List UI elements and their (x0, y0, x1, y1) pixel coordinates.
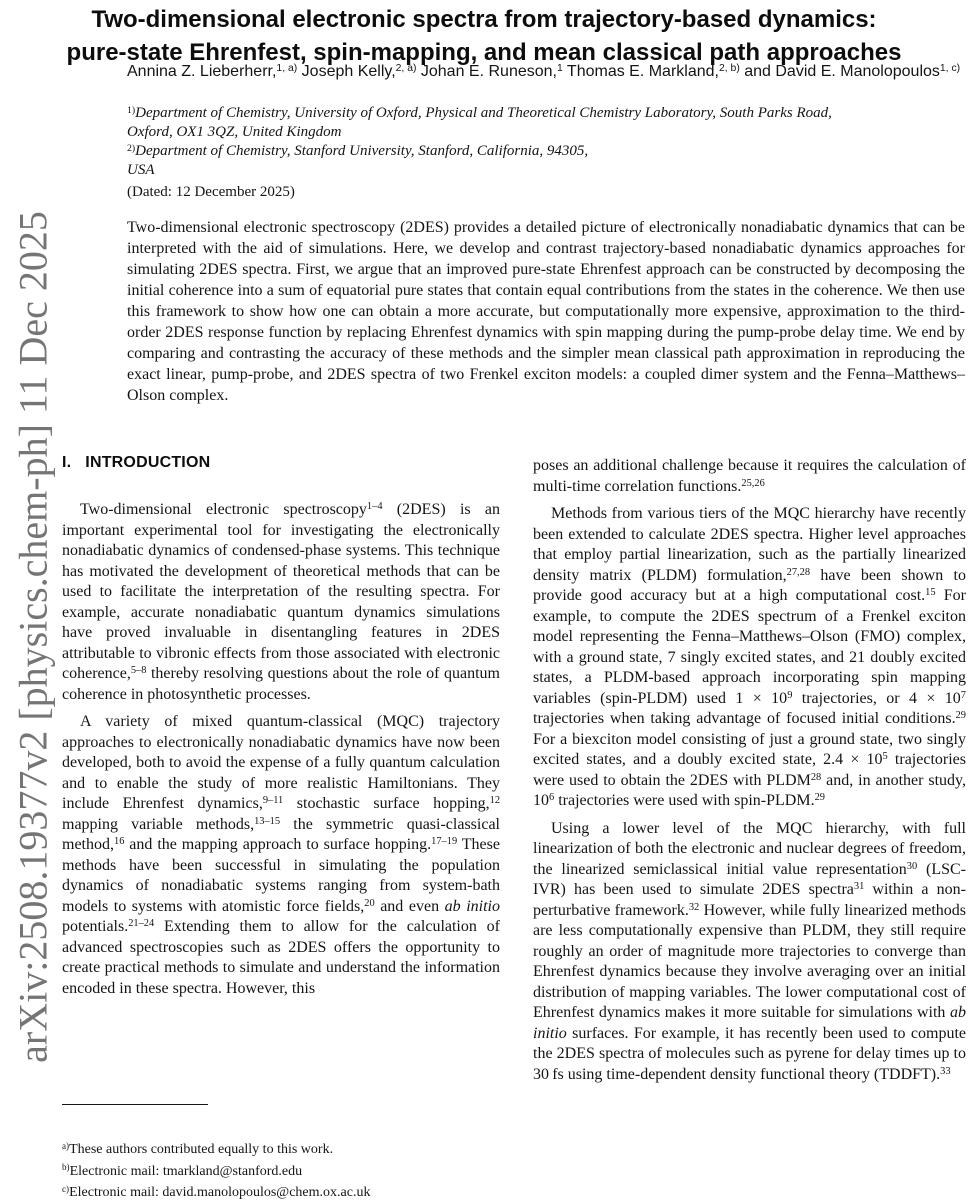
footnote-c: $^{c)}$Electronic mail: david.manolopoulos@chem.ox.ac.uk (62, 1183, 371, 1200)
affiliations (127, 104, 967, 180)
paragraph: Using a lower level of the MQC hierarchy, with full linearization of both the electronic and nuclear degrees of freedom, the linearized semiclassical initial value representation$^{30}$ (LSC-IVR) has been used to simulate 2DES spectra$^{31}$ within a non-perturbative framework.$^{32}$ However, while fully linearized methods are less computationally expensive than PLDM, they still require roughly an order of magnitude more trajectories to converge than Ehrenfest dynamics because they involve averaging over an initial distribution of mapping variables. The lower computational cost of Ehrenfest dynamics makes it more suitable for simulations with ab initio surfaces. For example, it has recently been used to compute the 2DES spectra of molecules such as pyrene for delay times up to 30 fs using time-dependent density functional theory (TDDFT).$^{33}$ (533, 819, 966, 1083)
paragraph: A variety of mixed quantum-classical (MQC) trajectory approaches to electronically nonadiabatic dynamics have now been developed, both to avoid the expense of a fully quantum calculation and to enable the study of more realistic Hamiltonians. They include Ehrenfest dynamics,$^{9-11}$ stochastic surface hopping,$^{12}$ mapping variable methods,$^{13-15}$ the symmetric quasi-classical method,$^{16}$ and the mapping approach to surface hopping.$^{17-19}$ These methods have been successful in simulating the population dynamics of nonadiabatic systems ranging from system-bath models to systems with atomistic force fields,$^{20}$ and even ab initio potentials.$^{21-24}$ Extending them to allow for the calculation of advanced spectroscopies such as 2DES offers the opportunity to create practical methods to simulate and understand the information encoded in these spectra. However, this (62, 713, 501, 997)
paragraph: poses an additional challenge because it requires the calculation of multi-time correlation functions.$^{25,26}$ (533, 457, 966, 495)
paragraph: Methods from various tiers of the MQC hierarchy have recently been extended to calculate 2DES spectra. Higher level approaches that employ partial linearization, such as the partially linearized density matrix (PLDM) formulation,$^{27,28}$ have been shown to provide good accuracy but at a high computational cost.$^{15}$ For example, to compute the 2DES spectrum of a Frenkel exciton model representing the Fenna–Matthews–Olson (FMO) complex, with a ground state, 7 singly excited states, and 21 doubly excited states, a PLDM-based approach incorporating spin mapping variables (spin-PLDM) used $1 \times 10^9$ trajectories, or $4 \times 10^7$ trajectories when taking advantage of focused initial conditions.$^{29}$ For a biexciton model consisting of just a ground state, two singly excited states, and a doubly excited state, $2.4 \times 10^5$ trajectories were used to obtain the 2DES with PLDM$^{28}$ and, in another study, $10^6$ trajectories were used with spin-PLDM.$^{29}$ (533, 505, 966, 809)
abstract: Two-dimensional electronic spectroscopy (2DES) provides a detailed picture of electronically nonadiabatic dynamics that can be interpreted with the aid of simulations. Here, we develop and contrast trajectory-based nonadiabatic dynamics approaches for simulating 2DES spectra. First, we argue that an improved pure-state Ehrenfest approach can be constructed by decomposing the initial coherence into a sum of equatorial pure states that contain equal contributions from the states in the coherence. We then use this framework to show how one can obtain a more accurate, but computationally more expensive, approximation to the third-order 2DES response function by replacing Ehrenfest dynamics with spin mapping during the pump-probe delay time. We end by comparing and contrasting the accuracy of these methods and the simpler mean classical path approximation in reproducing the exact linear, pump-probe, and 2DES spectra of two Frenkel exciton models: a coupled dimer system and the Fenna–Matthews–Olson complex. (127, 219, 965, 404)
footnote-rule (62, 1104, 208, 1105)
footnote-b: $^{b)}$Electronic mail: tmarkland@stanford.edu (62, 1162, 303, 1179)
footnote-a: $^{a)}$These authors contributed equally to this work. (62, 1140, 334, 1157)
right-column (533, 456, 966, 1085)
section-number: I. (62, 454, 72, 471)
affiliation-oxford: $^{1)}$Department of Chemistry, University of Oxford, Physical and Theoretical Chemistry Laboratory, South Parks Road, Oxford, OX1 3QZ, United Kingdom (127, 104, 832, 140)
dated-line: (Dated: 12 December 2025) (127, 184, 295, 200)
paper-title-line-2: pure-state Ehrenfest, spin-mapping, and mean classical path approaches (66, 39, 902, 66)
arxiv-watermark: arXiv:2508.19377v2 [physics.chem-ph] 11 Dec 2025 (10, 211, 56, 1063)
author-list: Annina Z. Lieberherr,$^{1, a)}$ Joseph Kelly,$^{2, a)}$ Johan E. Runeson,$^1$ Thomas E. Markland,$^{2, b)}$ and David E. Manolopoulos$^{1, c)}$ (127, 63, 961, 80)
affiliation-stanford: $^{2)}$Department of Chemistry, Stanford University, Stanford, California, 94305, USA (127, 142, 589, 178)
footnotes (62, 1139, 510, 1200)
left-column (62, 500, 500, 999)
section-heading-introduction (62, 454, 210, 472)
paper-title-line-1: Two-dimensional electronic spectra from trajectory-based dynamics: (91, 6, 877, 33)
section-title: INTRODUCTION (85, 454, 211, 471)
paragraph: Two-dimensional electronic spectroscopy$^{1-4}$ (2DES) is an important experimental tool for investigating the electronically nonadiabatic dynamics of condensed-phase systems. This technique has motivated the development of theoretical methods that can be used to facilitate the interpretation of the resulting spectra. For example, accurate nonadiabatic quantum dynamics simulations have proved invaluable in disentangling features in 2DES attributable to vibronic effects from those associated with electronic coherence,$^{5-8}$ thereby resolving questions about the role of quantum coherence in photosynthetic processes. (62, 501, 501, 703)
